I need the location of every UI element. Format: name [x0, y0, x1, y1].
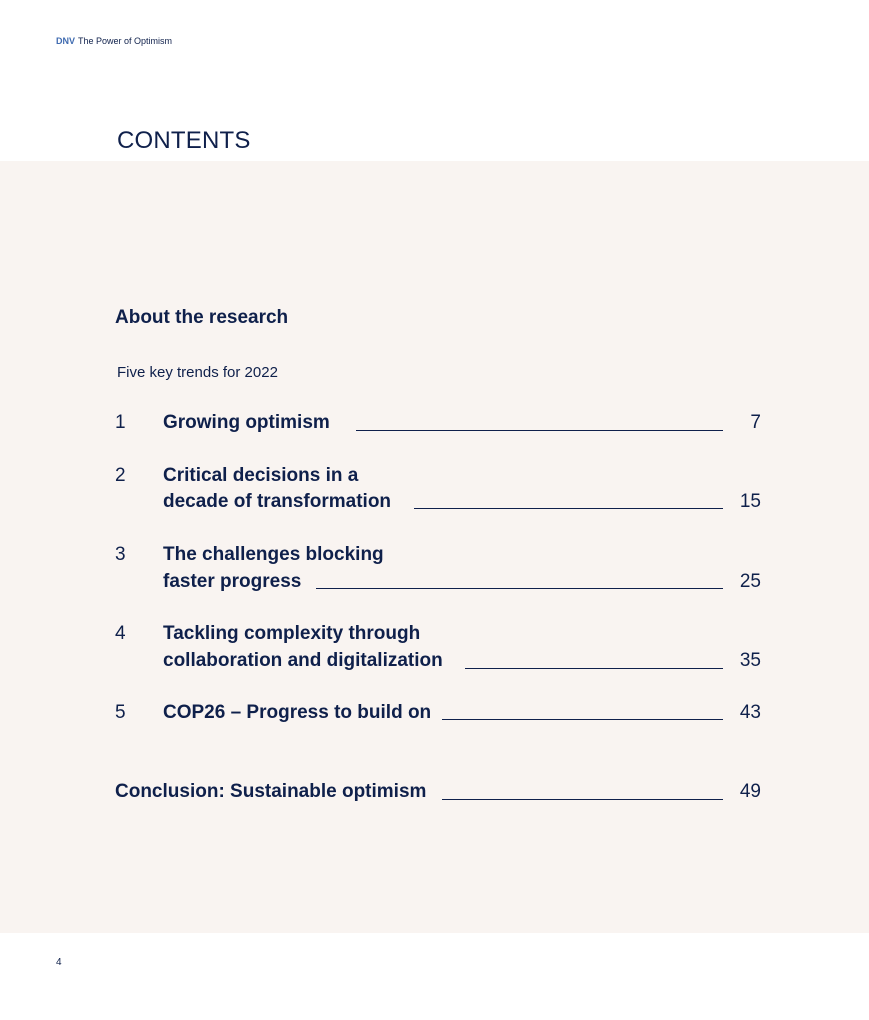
toc-entry-number: 1	[115, 412, 126, 433]
toc-entry-page[interactable]: 49	[739, 781, 761, 802]
toc-entry-title[interactable]: Growing optimism	[163, 412, 330, 433]
page-title: CONTENTS	[117, 127, 251, 154]
toc-entry-title[interactable]: COP26 – Progress to build on	[163, 702, 432, 723]
toc-entry-title[interactable]: Critical decisions in a	[163, 465, 359, 486]
toc-entry-conclusion[interactable]: Conclusion: Sustainable optimism	[115, 781, 427, 802]
leader-line	[442, 799, 723, 800]
toc-entry-title[interactable]: Tackling complexity through	[163, 623, 421, 644]
toc-entry-page[interactable]: 43	[739, 702, 761, 723]
toc-entry-page[interactable]: 35	[739, 650, 761, 671]
toc-entry-title-continued[interactable]: decade of transformation	[163, 491, 392, 512]
brand-logo-text: DNV	[56, 36, 76, 46]
toc-entry-number: 3	[115, 544, 126, 565]
toc-entry-number: 2	[115, 465, 126, 486]
leader-line	[316, 588, 723, 589]
toc-entry-page[interactable]: 25	[739, 571, 761, 592]
leader-line	[414, 508, 723, 509]
contents-panel	[0, 161, 869, 933]
toc-entry-page[interactable]: 7	[750, 412, 761, 433]
section-subheading: Five key trends for 2022	[117, 364, 278, 381]
toc-entry-title-continued[interactable]: collaboration and digitalization	[163, 650, 443, 671]
toc-entry-title-continued[interactable]: faster progress	[163, 571, 302, 592]
toc-entry-number: 4	[115, 623, 126, 644]
toc-entry-number: 5	[115, 702, 126, 723]
publication-title: The Power of Optimism	[78, 36, 173, 46]
leader-line	[442, 719, 723, 720]
toc-entry-page[interactable]: 15	[739, 491, 761, 512]
leader-line	[465, 668, 723, 669]
leader-line	[356, 430, 723, 431]
running-header	[56, 36, 172, 46]
toc-entry-about-research[interactable]: About the research	[115, 307, 289, 328]
toc-entry-title[interactable]: The challenges blocking	[163, 544, 384, 565]
footer-page-number: 4	[56, 957, 62, 968]
